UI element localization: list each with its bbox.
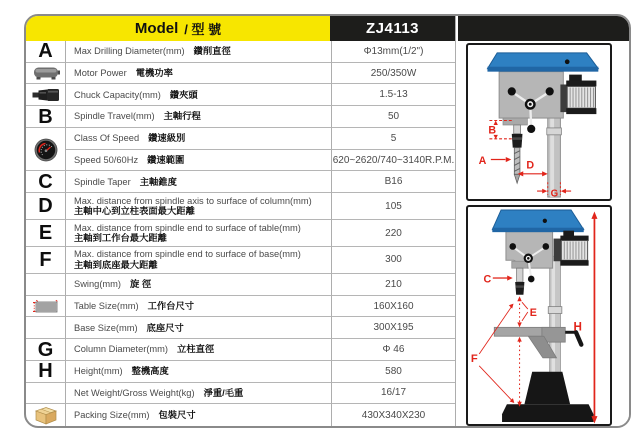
table-icon (31, 298, 61, 315)
row-letter-cell (26, 339, 66, 361)
spec-description (66, 106, 331, 128)
gauge-icon (26, 128, 66, 150)
spec-name-en: Column Diameter(mm) (74, 344, 169, 355)
table-row (26, 383, 455, 405)
spec-name-en: Table Size(mm) (74, 300, 139, 311)
spec-name-en: Max Drilling Diameter(mm) (74, 46, 185, 57)
spec-value: 220 (331, 220, 455, 247)
spec-name-zh: 立柱直徑 (177, 344, 215, 355)
drill-press-front-view (468, 45, 610, 199)
spec-description (66, 274, 331, 296)
spec-name-zh: 主軸錐度 (139, 176, 177, 187)
drill-press-side-view (468, 207, 610, 424)
spec-name-en: Net Weight/Gross Weight(kg) (74, 387, 195, 398)
dim-d (518, 159, 548, 176)
diagram-panel (456, 16, 629, 426)
spec-name-zh: 旋 徑 (130, 279, 152, 290)
spec-description (66, 296, 331, 318)
drill-bit (514, 148, 520, 184)
spec-value: Φ13mm(1/2") (331, 41, 455, 63)
crank-handle (565, 332, 581, 344)
table-row (26, 274, 455, 296)
chuck-icon (26, 84, 66, 106)
row-letter: C (38, 170, 53, 193)
table-row (26, 128, 455, 150)
motor-icon (31, 64, 61, 82)
dim-f (471, 304, 522, 407)
spec-name-zh: 主軸中心到立柱表面最大距離 (74, 206, 195, 217)
row-letter: H (38, 360, 53, 383)
spec-name-en: Packing Size(mm) (74, 409, 150, 420)
spec-name-en: Spindle Taper (74, 176, 131, 187)
icon-cell-empty (26, 317, 66, 339)
spec-table (26, 16, 456, 426)
spec-value: 105 (331, 193, 455, 220)
dim-a (479, 155, 512, 167)
box-icon (33, 405, 59, 426)
dim-label-e: E (529, 306, 537, 320)
spec-description (66, 63, 331, 85)
spec-description (66, 41, 331, 63)
spec-name-zh: 主軸到工作台最大距離 (74, 233, 167, 244)
row-letter: E (38, 222, 53, 245)
spec-value: 620~2620/740~3140R.P.M. (331, 150, 455, 172)
dim-label-f: F (470, 352, 478, 365)
spec-value: 300X195 (331, 317, 455, 339)
row-letter-cell (26, 193, 66, 220)
spec-description (66, 383, 331, 405)
spec-name-zh: 主軸到底座最大距離 (74, 259, 158, 270)
row-letter-cell (26, 247, 66, 274)
table-row (26, 171, 455, 193)
table-icon (26, 296, 66, 318)
pulley-cover (487, 53, 598, 72)
spec-name-en: Chuck Capacity(mm) (74, 89, 161, 100)
spec-name-zh: 鑽速級別 (148, 133, 186, 144)
row-letter: F (39, 248, 52, 271)
dim-label-g: G (550, 188, 559, 199)
row-letter-cell (26, 220, 66, 247)
row-letter-cell (26, 171, 66, 193)
chuck (515, 268, 524, 295)
spec-name-en: Motor Power (74, 67, 127, 78)
spec-description (66, 150, 331, 172)
row-letter-cell (26, 41, 66, 63)
dim-c (484, 273, 513, 285)
spec-name-zh: 電機功率 (135, 67, 173, 78)
spec-name-zh: 工作台尺寸 (147, 300, 195, 311)
spec-value: 580 (331, 361, 455, 383)
table-row (26, 63, 455, 85)
spec-name-en: Base Size(mm) (74, 322, 138, 333)
spec-name-en: Max. distance from spindle end to surface of table(mm) (74, 222, 301, 233)
spec-name-zh: 鑽速範圍 (147, 154, 185, 165)
spec-name-zh: 鑽夾頭 (169, 89, 198, 100)
table-row (26, 150, 455, 172)
pulley-cover (492, 210, 583, 232)
spec-description (66, 171, 331, 193)
model-value: ZJ4113 (330, 16, 455, 41)
motor (554, 231, 589, 266)
spec-sheet (24, 14, 631, 428)
spec-name-zh: 整機高度 (131, 366, 169, 376)
spec-name-en: Max. distance from spindle end to surface of base(mm) (74, 249, 301, 260)
spec-description (66, 317, 331, 339)
icon-cell-empty (26, 274, 66, 296)
spec-value: 1.5-13 (331, 84, 455, 106)
row-letter: B (38, 105, 53, 128)
motor (560, 75, 596, 114)
spec-name-zh: 包裝尺寸 (158, 409, 196, 420)
column (548, 256, 562, 376)
table-row (26, 84, 455, 106)
model-label-zh: / 型 號 (184, 22, 222, 37)
table-row (26, 41, 455, 63)
spec-name-zh: 鑽削直徑 (193, 46, 231, 57)
spec-value: 210 (331, 274, 455, 296)
table-row (26, 404, 455, 426)
spec-name-en: Speed 50/60Hz (74, 154, 139, 165)
dim-label-d: D (526, 159, 535, 172)
chuck (512, 125, 523, 148)
chuck-icon (31, 87, 61, 103)
motor-icon (26, 63, 66, 85)
spec-value: 50 (331, 106, 455, 128)
spec-value: 430X340X230 (331, 404, 455, 426)
gauge-icon (33, 137, 58, 162)
spec-value: 300 (331, 247, 455, 274)
spec-description (66, 193, 331, 220)
spec-name-en: Max. distance from spindle axis to surface of column(mm) (74, 195, 312, 206)
row-letter: A (38, 40, 53, 63)
spec-description (66, 220, 331, 247)
dim-label-h: H (573, 320, 582, 334)
row-letter: G (37, 338, 54, 361)
spec-name-zh: 底座尺寸 (146, 322, 184, 333)
table-row (26, 361, 455, 383)
spec-name-zh: 主軸行程 (163, 111, 201, 122)
dim-label-c: C (483, 273, 492, 286)
spec-name-en: Class Of Speed (74, 133, 140, 144)
spec-description (66, 247, 331, 274)
table-row (26, 339, 455, 361)
row-letter: D (38, 195, 53, 218)
header-band (456, 16, 629, 41)
spec-rows (26, 41, 455, 426)
diagram-body (456, 41, 629, 426)
model-label: Model (134, 20, 179, 37)
spec-value: Φ 46 (331, 339, 455, 361)
row-letter-cell (26, 106, 66, 128)
table-row (26, 220, 455, 247)
spec-name-en: Spindle Travel(mm) (74, 111, 155, 122)
spec-description (66, 84, 331, 106)
dim-label-a: A (478, 154, 487, 167)
table-row (26, 247, 455, 274)
spec-name-zh: 淨重/毛重 (203, 387, 244, 398)
spec-description (66, 404, 331, 426)
table-row (26, 106, 455, 128)
table-row (26, 296, 455, 318)
spec-name-en: Height(mm) (74, 366, 123, 376)
icon-cell-empty (26, 383, 66, 405)
spec-value: 16/17 (331, 383, 455, 405)
spec-value: 5 (331, 128, 455, 150)
model-header-cell (26, 16, 330, 41)
row-letter-cell (26, 361, 66, 383)
spec-name-en: Swing(mm) (74, 279, 122, 290)
front-view-box (466, 43, 612, 201)
base (502, 372, 593, 422)
dim-label-b: B (488, 124, 497, 137)
spec-value: B16 (331, 171, 455, 193)
spec-value: 250/350W (331, 63, 455, 85)
spec-description (66, 128, 331, 150)
spec-description (66, 361, 331, 383)
table-row (26, 317, 455, 339)
table-header (26, 16, 455, 41)
box-icon (26, 404, 66, 426)
side-view-box (466, 205, 612, 426)
dim-e (517, 296, 537, 327)
spec-value: 160X160 (331, 296, 455, 318)
table-row (26, 193, 455, 220)
spec-description (66, 339, 331, 361)
